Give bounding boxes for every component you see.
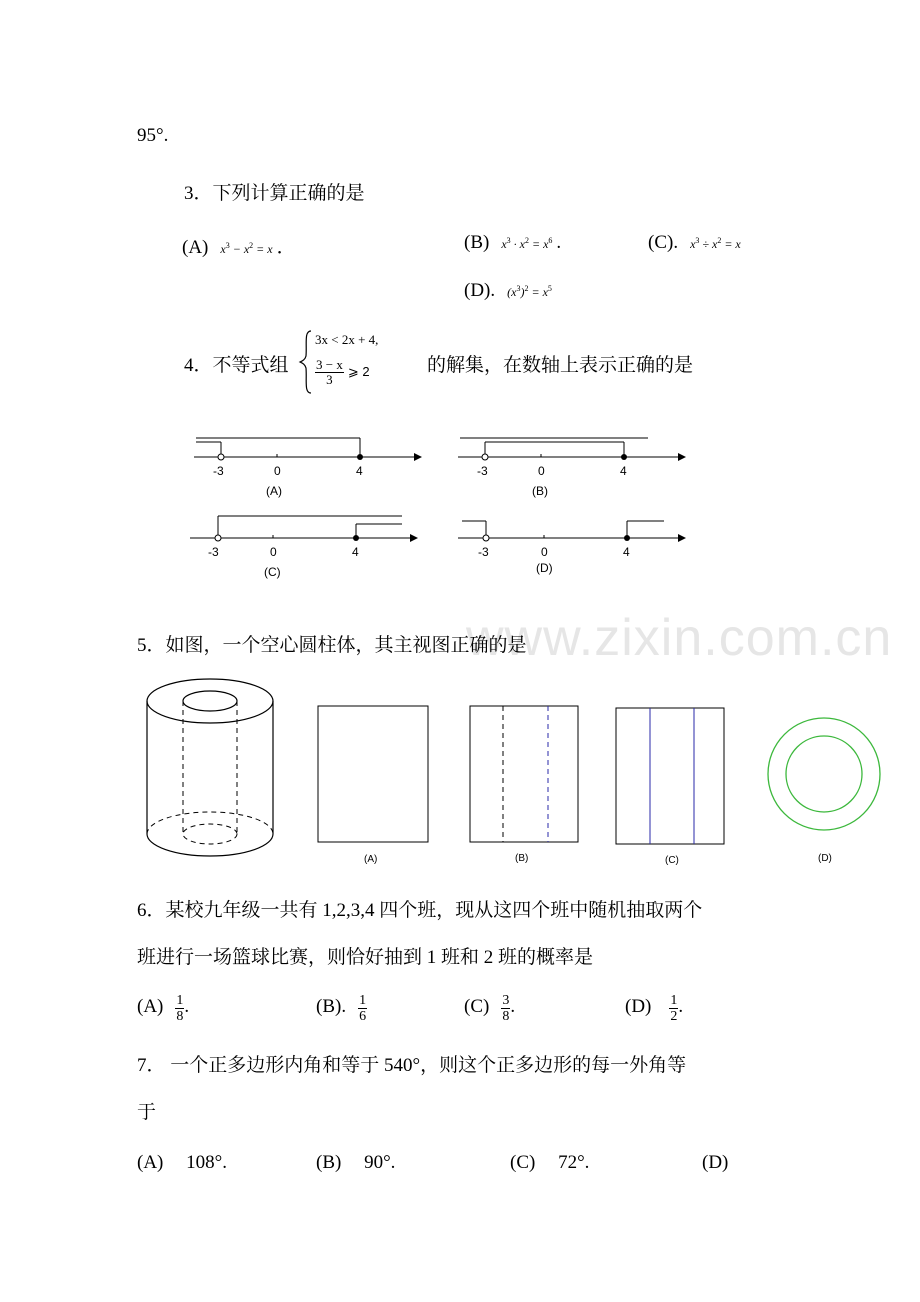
q7-option-b-value: 90°. <box>364 1152 396 1173</box>
q6-option-c: (C) $\frac{3}{8}$ . <box>464 993 516 1024</box>
q4-numberline-a <box>188 428 428 498</box>
q4-system-line1: 3x < 2x + 4, <box>315 332 379 347</box>
q3-option-c <box>648 232 741 254</box>
q7-option-b-label: (B) <box>316 1152 342 1173</box>
q7-option-a-value: 108°. <box>186 1152 227 1173</box>
option-label: (C) <box>665 855 679 866</box>
q3-option-b-formula: $x^3 \cdot x^2 = x^6$ <box>501 236 553 251</box>
q6-option-b: (B). $\frac{1}{6}$ <box>316 993 367 1024</box>
q4-stem-prefix: 4．不等式组 <box>184 355 289 376</box>
q5-stem: 5．如图，一个空心圆柱体，其主视图正确的是 <box>137 635 527 656</box>
q5-view-d <box>764 708 884 868</box>
tick-label: -3 <box>478 545 489 559</box>
q6-stem-line1: 6．某校九年级一共有 1,2,3,4 四个班，现从这四个班中随机抽取两个 <box>137 900 703 921</box>
q3-option-b: (B) $x^3 \cdot x^2 = x^6$ . <box>464 232 562 253</box>
q7-option-c-label: (C) <box>510 1152 536 1173</box>
q4-system-brace <box>298 328 314 396</box>
tick-label: 4 <box>356 464 363 478</box>
q3-option-c-label: (C). <box>648 232 679 253</box>
option-label: (B) <box>532 484 548 498</box>
q6-option-b-label: (B). <box>316 996 347 1018</box>
q7-option-a <box>137 1152 227 1174</box>
q5-view-a <box>316 704 432 868</box>
tick-label: 4 <box>620 464 627 478</box>
watermark: www.zixin.com.cn <box>466 609 893 667</box>
q3-option-b-label: (B) <box>464 232 490 253</box>
q6-stem-line2: 班进行一场篮球比赛，则恰好抽到 1 班和 2 班的概率是 <box>137 947 594 968</box>
tick-label: 4 <box>352 545 359 559</box>
q7-option-d <box>702 1152 746 1174</box>
option-label: (B) <box>515 853 529 864</box>
q6-option-a-label: (A) <box>137 996 164 1018</box>
q4-system-line2: $\frac{3 - x}{3}$ ⩾ 2 <box>316 357 370 387</box>
tick-label: 4 <box>623 545 630 559</box>
tick-label: -3 <box>477 464 488 478</box>
q7-option-a-label: (A) <box>137 1152 164 1173</box>
option-label: (A) <box>266 484 282 498</box>
q7-stem-line2: 于 <box>137 1102 157 1123</box>
option-label: (D) <box>536 561 553 575</box>
tick-label: -3 <box>213 464 224 478</box>
q6-option-d: (D) $\frac{1}{2}$ . <box>625 993 684 1024</box>
q4-numberline-b <box>452 428 692 498</box>
option-label: (A) <box>364 854 378 865</box>
hollow-cylinder-figure <box>140 674 280 864</box>
q5-view-c <box>614 706 730 870</box>
q3-option-d <box>464 280 552 302</box>
q7-stem-line1: 7． 一个正多边形内角和等于 540°，则这个正多边形的每一外角等 <box>137 1055 687 1076</box>
q4-numberline-d <box>452 508 692 580</box>
previous-answer-fragment: 95°. <box>137 125 169 146</box>
q3-option-d-label: (D). <box>464 280 496 301</box>
option-label: (C) <box>264 565 281 579</box>
q3-option-c-formula: $x^3 \div x^2 = x$ <box>690 236 741 251</box>
tick-label: 0 <box>541 545 548 559</box>
q4-stem-suffix: 的解集，在数轴上表示正确的是 <box>427 355 694 376</box>
q7-option-d-label: (D) <box>702 1152 729 1173</box>
q7-option-c-value: 72°. <box>558 1152 590 1173</box>
q3-option-d-formula: $(x^3)^2 = x^5$ <box>507 284 552 299</box>
option-label: (D) <box>818 853 832 864</box>
tick-label: -3 <box>208 545 219 559</box>
q5-view-b <box>468 704 584 868</box>
tick-label: 0 <box>538 464 545 478</box>
q6-option-d-label: (D) <box>625 996 652 1018</box>
q7-option-c <box>510 1152 589 1174</box>
q3-stem: 3．下列计算正确的是 <box>184 183 365 204</box>
q3-option-a-formula: $x^3 - x^2 = x$ <box>220 241 273 256</box>
q6-option-c-label: (C) <box>464 996 490 1018</box>
q6-option-a: (A) $\frac{1}{8}$ . <box>137 993 190 1024</box>
q3-option-a-label: (A) <box>182 237 209 258</box>
tick-label: 0 <box>274 464 281 478</box>
q7-option-b <box>316 1152 395 1174</box>
tick-label: 0 <box>270 545 277 559</box>
q4-numberline-c <box>184 508 424 580</box>
q3-option-a: (A) $x^3 - x^2 = x$ ． <box>182 237 296 258</box>
